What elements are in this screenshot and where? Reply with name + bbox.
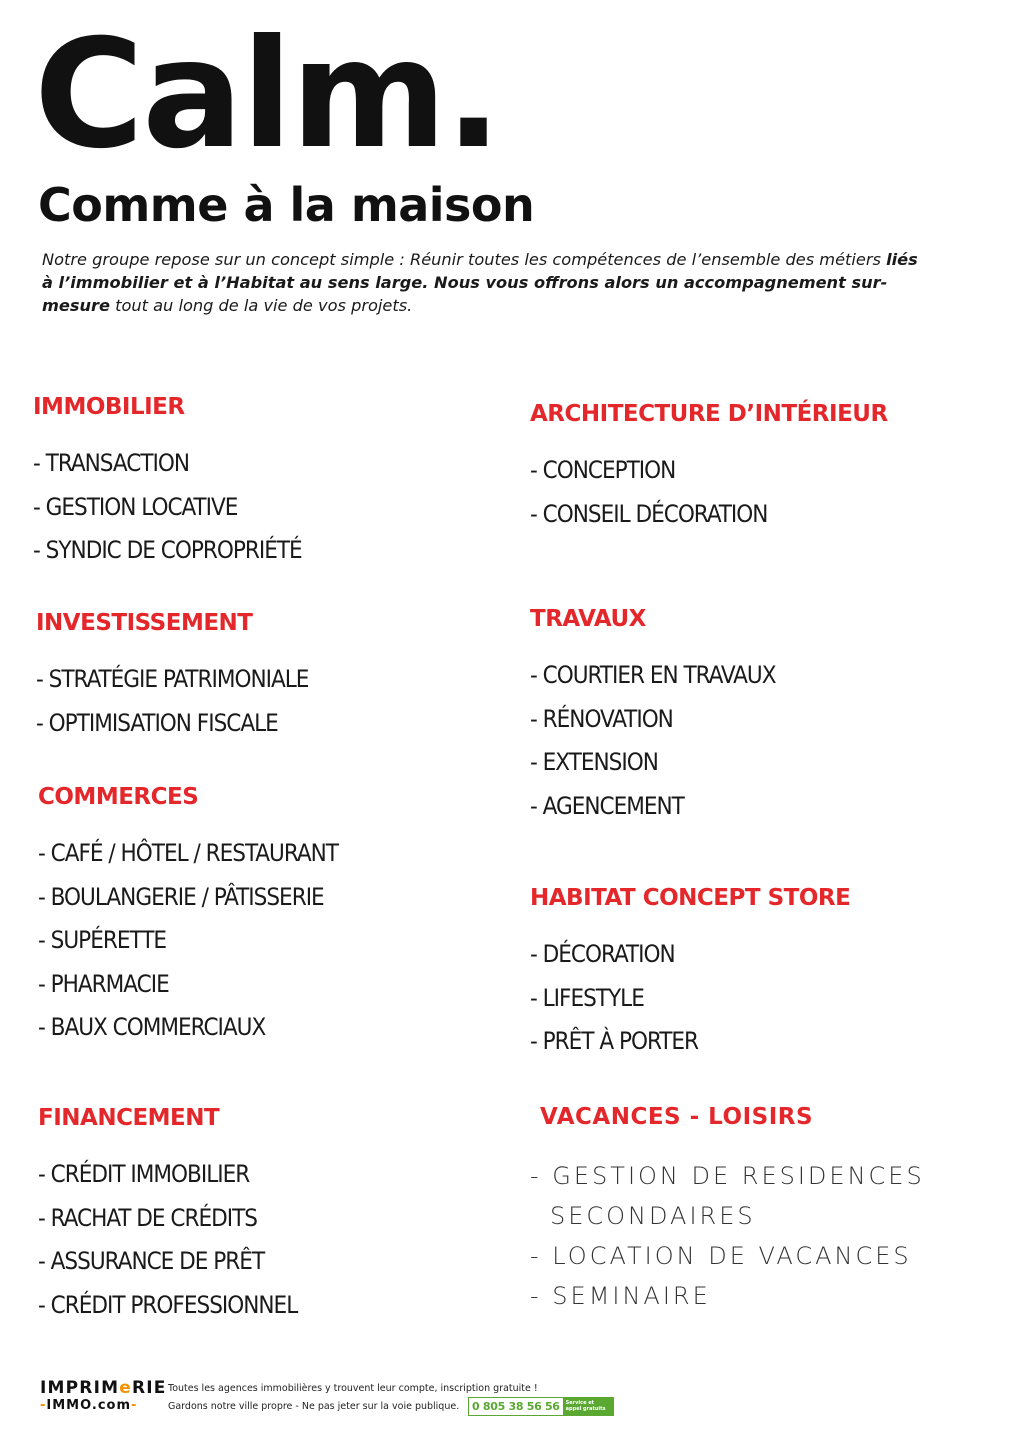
intro-paragraph [42,248,922,317]
footer-line-2: Gardons notre ville propre - Ne pas jeter sur la voie publique. [168,1401,460,1412]
intro-text-regular: Notre groupe repose sur un concept simple : Réunir toutes les compétences de l’ensemble des métiers [42,250,887,269]
list-item: - SUPÉRETTE [38,926,167,954]
list-item: - AGENCEMENT [530,791,684,820]
section-title: HABITAT CONCEPT STORE [530,885,851,911]
list-item: - DÉCORATION [530,940,675,968]
section-title: ARCHITECTURE D’INTÉRIEUR [530,401,888,427]
section-list [36,667,308,754]
section-commerces [38,786,338,1059]
list-item: - RACHAT DE CRÉDITS [38,1203,258,1232]
list-item: - CONCEPTION [530,456,676,484]
list-item: - GESTION DE RESIDENCES [530,1162,925,1190]
intro-text-bold: liés à l’immobilier et à l’Habitat au sens large. Nous vous offrons alors un accompagnement sur-mesure [42,250,918,315]
section-financement [38,1107,297,1336]
phone-number: 0 805 38 56 56 [472,1400,560,1413]
list-item: - GESTION LOCATIVE [33,492,238,521]
list-item: - SEMINAIRE [530,1282,711,1310]
phone-badge [468,1397,614,1416]
imprimerie-immo-logo [40,1378,167,1418]
section-architecture-interieur [530,403,888,545]
list-item: - CRÉDIT IMMOBILIER [38,1160,250,1188]
section-list [38,1162,297,1336]
logo-wordmark-top: IMPRIMeRIE [40,1378,167,1398]
section-list [530,458,888,545]
intro-text-end: tout au long de la vie de vos projets. [109,296,413,315]
page-subtitle: Comme à la maison [38,178,535,232]
list-item: - TRANSACTION [33,449,190,477]
section-list [530,663,776,837]
list-item: - RÉNOVATION [530,704,673,733]
section-travaux [530,608,776,837]
section-vacances-loisirs [530,1104,925,1324]
list-item: - BAUX COMMERCIAUX [38,1013,266,1041]
list-item: - COURTIER EN TRAVAUX [530,661,776,689]
section-title: IMMOBILIER [33,394,185,420]
section-title: INVESTISSEMENT [36,610,253,636]
logo-wordmark-bottom: -IMMO.com- [40,1398,138,1413]
section-investissement [36,612,308,754]
section-title: VACANCES - LOISIRS [540,1104,814,1130]
list-item: - LOCATION DE VACANCES [530,1242,912,1270]
phone-tag: Service et appel gratuits [563,1398,613,1415]
list-item: - STRATÉGIE PATRIMONIALE [36,665,309,693]
brand-title: Calm. [34,8,501,182]
section-title: FINANCEMENT [38,1105,220,1131]
list-item: - CAFÉ / HÔTEL / RESTAURANT [38,839,338,867]
section-list [38,841,338,1059]
section-list [530,1164,925,1324]
list-item: - BOULANGERIE / PÂTISSERIE [38,882,324,911]
list-item: - PRÊT À PORTER [530,1027,699,1055]
list-item: - PHARMACIE [38,969,169,998]
footer-line-1: Toutes les agences immobilières y trouvent leur compte, inscription gratuite ! [168,1383,538,1394]
list-item: - LIFESTYLE [530,983,644,1012]
list-item: SECONDAIRES [550,1202,756,1230]
section-title: TRAVAUX [530,606,646,632]
list-item: - EXTENSION [530,748,658,776]
section-title: COMMERCES [38,784,199,810]
list-item: - OPTIMISATION FISCALE [36,708,278,737]
list-item: - CONSEIL DÉCORATION [530,499,768,528]
list-item: - CRÉDIT PROFESSIONNEL [38,1290,298,1319]
list-item: - ASSURANCE DE PRÊT [38,1247,265,1275]
section-habitat-concept-store [530,887,850,1073]
section-list [530,942,850,1073]
footer [40,1378,640,1418]
list-item: - SYNDIC DE COPROPRIÉTÉ [33,536,302,564]
section-list [33,451,302,582]
section-immobilier [33,396,302,582]
